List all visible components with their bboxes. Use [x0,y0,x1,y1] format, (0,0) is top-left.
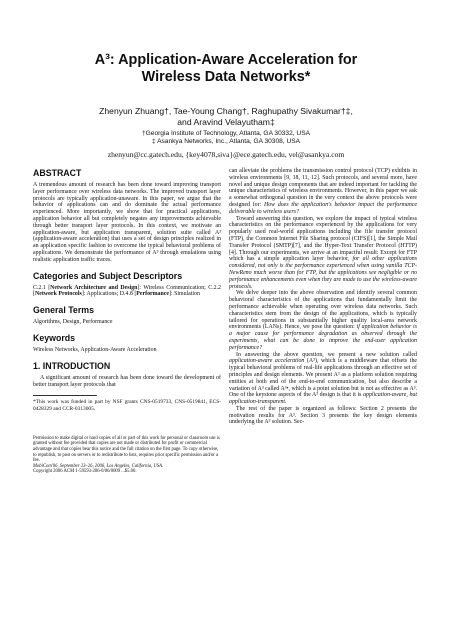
categories-part: C.2.1 [ [33,284,51,291]
general-terms-heading: General Terms [33,305,94,316]
authors-line-1: Zhenyun Zhuang†, Tae-Young Chang†, Raghupathy Sivakumar†‡, [99,106,353,116]
emphasis-text: if application behavior is a major cause for performance degradation as observed through the experiments, what can be done to improve the end-user application performance? [229,324,417,351]
categories-section [33,271,221,299]
categories-part: ]: Wireless Communication; C.2.2 [ [33,284,221,298]
body-paragraph [229,352,417,406]
right-column [229,168,417,426]
emphasis-text: for all other applications considered, not only is the performance experienced when using vanilla TCP-NewReno much worse than for FTP, but the applications see negligible or no performance enhancements even when they are made to use the wireless-aware protocols. [229,256,417,290]
keywords-text: Wireless Networks, Application-Aware Acceleration [33,346,157,353]
emphasis-text: application-aware acceleration [229,358,305,365]
paragraph-text: Toward answering this question, we explore the impact of typical wireless characteristics on the performance experienced by the applications for very popularly used real-world applications including the file transfer protocol (FTP), the Common Internet File Sharing protocol (CIFS)[1], the Simple Mail Transfer Protocol (SMTP)[7], and the Hyper-Text Transfer Protocol (HTTP)[4]. Through our experiments, we arrive at an impactful result: Except for FTP which has a simple application layer behavior, [229,215,417,263]
left-column [33,168,221,475]
affiliations [0,130,452,146]
introduction-section [33,361,221,389]
footnote-text: *This work was funded in part by NSF grants CNS-0519733, CNS-0519841, ECS-0428329 and CCR-0313005. [33,399,221,412]
paragraph-text: can alleviate the problems the transmission control protocol (TCP) exhibits in wireless environments [9, 18, 11, 12]. Such protocols, and several more, have novel and unique design components that are indeed important for tackling the unique characteristics of wireless environments. However, in this paper we ask a somewhat orthogonal question in the very context the above protocols were designed for: [229,168,417,208]
paragraph-text: In answering the above question, we present a new solution called [236,351,417,358]
footnote-rule [33,395,97,396]
category-term: Performance [136,291,170,298]
abstract-heading: ABSTRACT [33,168,82,178]
categories-heading: Categories and Subject Descriptors [33,270,183,281]
abstract-section [33,168,221,264]
paragraph-text: We delve deeper into the above observation and identify several common behavioral characteristics of the applications that fundamentally limit the performance achievable when operating over wireless data networks. Such characteristics stem from the design of the applications, which is typically tailored for operations in substantially higher quality local-area network environments (LANs). Hence, we pose the question: [229,290,417,331]
keywords-section [33,333,221,354]
emphasis-text: application-aware, but application-transparent. [229,392,418,406]
category-term: Network Architecture and Design [50,284,138,291]
authors-line-2: and Aravind Velayutham‡ [177,116,275,127]
category-term: Network Protocols [34,291,82,298]
body-paragraph [229,168,417,216]
author-list [0,106,452,127]
general-terms-section [33,305,221,326]
venue-text: MobiCom'06, September 23–26, 2006, Los Angeles, California, USA. [33,463,164,469]
copyright-text: Copyright 2006 ACM 1-59593-286-0/06/0009 ...$5.00. [33,469,137,475]
general-terms-text: Algorithms, Design, Performance [33,319,113,326]
paper-title [0,52,452,86]
body-paragraph [229,216,417,291]
keywords-heading: Keywords [33,332,76,343]
body-paragraph: The rest of the paper is organized as follows: Section 2 presents the motivation results for A³. Section 3 presents the key design elements underlying the A³ solution. Sec- [229,405,417,426]
title-line-1: A³: Application-Aware Acceleration for [94,52,358,68]
paragraph-text: (A³), which is a middleware that offsets the typical behavioral problems of real-life applications through an effective set of principles and design elements. We present A³ as a platform solution requiring entities at both end of the end-to-end communication, but also describe a variation of A³ called A³•, which is a point solution but is not as effective as A³. One of the keystone aspects of the A³ design is that it is [229,358,417,399]
permission-block [33,436,221,475]
abstract-text: A tremendous amount of research has been done toward improving transport layer performance over wireless data networks. The improved transport layer protocols are typically application-unaware. In this paper, we argue that the behavior of applications can and do dominate the actual performance experienced. More importantly, we show that for practical applications, application behavior all but completely negates any improvements achievable through better transport layer protocols. In this context, we motivate an application-aware, but application transparent, solution suite called A³ (application-aware acceleration) that uses a set of design principles realized in an application specific fashion to overcome the typical behavioral problems of applications. We demonstrate the performance of A³ through emulations using realistic application traffic traces. [33,182,221,263]
affiliation-2: ‡ Asankya Networks, Inc., Atlanta, GA 30308, USA [151,138,301,146]
categories-part: ]: Applications; D.4.8 [ [81,291,137,298]
introduction-text: A significant amount of research has been done toward the development of better transport layer protocols that [33,374,221,388]
permission-text: Permission to make digital or hard copies of all or part of this work for personal or classroom use is granted without fee provided that copies are not made or distributed for profit or commercial advantage and that copies bear this notice and the full citation on the first page. To copy otherwise, to republish, to post on servers or to redistribute to lists, requires prior specific permission and/or a fee. [33,435,220,464]
body-paragraph [229,290,417,351]
emphasis-text: How does the application's behavior impact the performance deliverable to wireless users? [229,201,417,215]
footnote [33,395,221,411]
introduction-heading: 1. INTRODUCTION [33,360,111,371]
categories-part: ]: Simulation [169,291,200,298]
affiliation-1: †Georgia Institute of Technology, Atlanta, GA 30332, USA [141,130,310,137]
categories-text [33,285,221,299]
author-emails: zhenyun@cc.gatech.edu, {key4078,siva}@ece.gatech.edu, vel@asankya.com [107,150,345,159]
title-line-2: Wireless Data Networks* [141,69,311,85]
